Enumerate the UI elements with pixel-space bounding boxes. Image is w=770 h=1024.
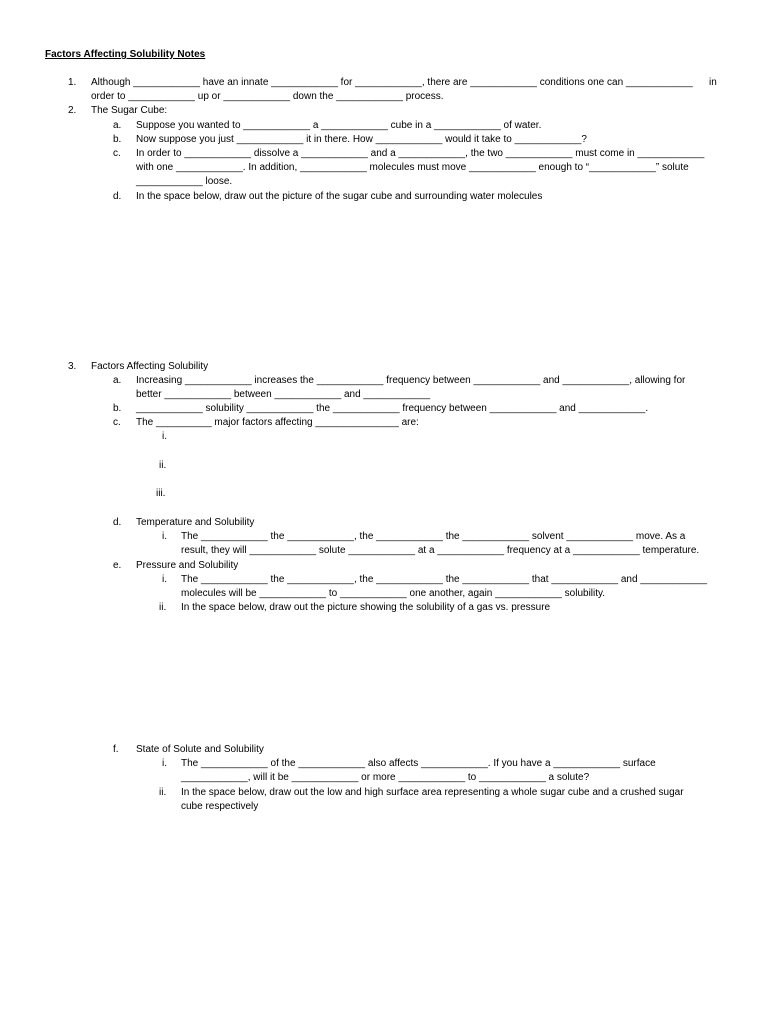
q3-f-i-label: i.: [162, 758, 167, 769]
q3-e-ii-text: In the space below, draw out the picture showing the solubility of a gas vs. pressure: [181, 602, 551, 613]
q3-c-label: c.: [113, 417, 121, 428]
q2-c-line2: with one ____________. In addition, ____________ molecules must move ____________ enough to “____________” solute: [136, 162, 689, 173]
q2-b-label: b.: [113, 134, 122, 145]
q3-a-line2: better ____________ between ____________ and ____________: [136, 389, 431, 400]
q2-c-line1: In order to ____________ dissolve a ____________ and a ____________, the two ____________ must come in ____________: [136, 148, 705, 159]
q2-heading: The Sugar Cube:: [91, 105, 168, 116]
q3-e-i-line2: molecules will be ____________ to ____________ one another, again ____________ solubility.: [181, 588, 606, 599]
q3-f-ii-line2: cube respectively: [181, 801, 259, 812]
q2-number: 2.: [68, 105, 77, 116]
q3-c-text: The __________ major factors affecting _______________ are:: [136, 417, 419, 428]
q3-d-i-line1: The ____________ the ____________, the ____________ the ____________ solvent ____________ move. As a: [181, 531, 686, 542]
q3-c-item-iii: iii.: [156, 488, 166, 499]
q3-a-line1: Increasing ____________ increases the ____________ frequency between ____________ and ____________, allowing for: [136, 375, 686, 386]
q2-c-label: c.: [113, 148, 121, 159]
q2-d-label: d.: [113, 191, 122, 202]
q3-d-i-line2: result, they will ____________ solute ____________ at a ____________ frequency at a ____________ temperature.: [181, 545, 700, 556]
q2-a-text: Suppose you wanted to ____________ a ____________ cube in a ____________ of water.: [136, 120, 542, 131]
q3-d-i-label: i.: [162, 531, 167, 542]
q2-d-text: In the space below, draw out the picture of the sugar cube and surrounding water molecules: [136, 191, 543, 202]
q3-f-ii-line1: In the space below, draw out the low and high surface area representing a whole sugar cube and a crushed sugar: [181, 787, 684, 798]
q3-d-heading: Temperature and Solubility: [136, 517, 255, 528]
q3-b-label: b.: [113, 403, 122, 414]
q3-c-item-i: i.: [162, 431, 167, 442]
q3-a-label: a.: [113, 375, 122, 386]
q2-b-text: Now suppose you just ____________ it in there. How ____________ would it take to ____________?: [136, 134, 587, 145]
q2-c-line3: ____________ loose.: [136, 176, 233, 187]
q3-c-item-ii: ii.: [159, 460, 167, 471]
q1-number: 1.: [68, 77, 77, 88]
q3-f-heading: State of Solute and Solubility: [136, 744, 264, 755]
q3-e-i-label: i.: [162, 574, 167, 585]
q3-f-i-line2: ____________, will it be ____________ or more ____________ to ____________ a solute?: [181, 772, 590, 783]
q1-line1: Although ____________ have an innate ____________ for ____________, there are ____________ conditions one can ____________: [91, 77, 693, 88]
q1-line1-end: in: [709, 77, 717, 88]
page-title: Factors Affecting Solubility Notes: [45, 49, 206, 60]
q3-b-text: ____________ solubility ____________ the ____________ frequency between ____________ and ____________.: [136, 403, 649, 414]
q3-f-ii-label: ii.: [159, 787, 167, 798]
q3-e-heading: Pressure and Solubility: [136, 560, 239, 571]
q1-line2: order to ____________ up or ____________ down the ____________ process.: [91, 91, 444, 102]
q3-e-i-line1: The ____________ the ____________, the ____________ the ____________ that ____________ and ____________: [181, 574, 708, 585]
q3-f-label: f.: [113, 744, 119, 755]
q2-a-label: a.: [113, 120, 122, 131]
q3-e-label: e.: [113, 560, 122, 571]
q3-e-ii-label: ii.: [159, 602, 167, 613]
q3-heading: Factors Affecting Solubility: [91, 361, 209, 372]
q3-number: 3.: [68, 361, 77, 372]
q3-f-i-line1: The ____________ of the ____________ also affects ____________. If you have a ____________ surface: [181, 758, 656, 769]
q3-d-label: d.: [113, 517, 122, 528]
